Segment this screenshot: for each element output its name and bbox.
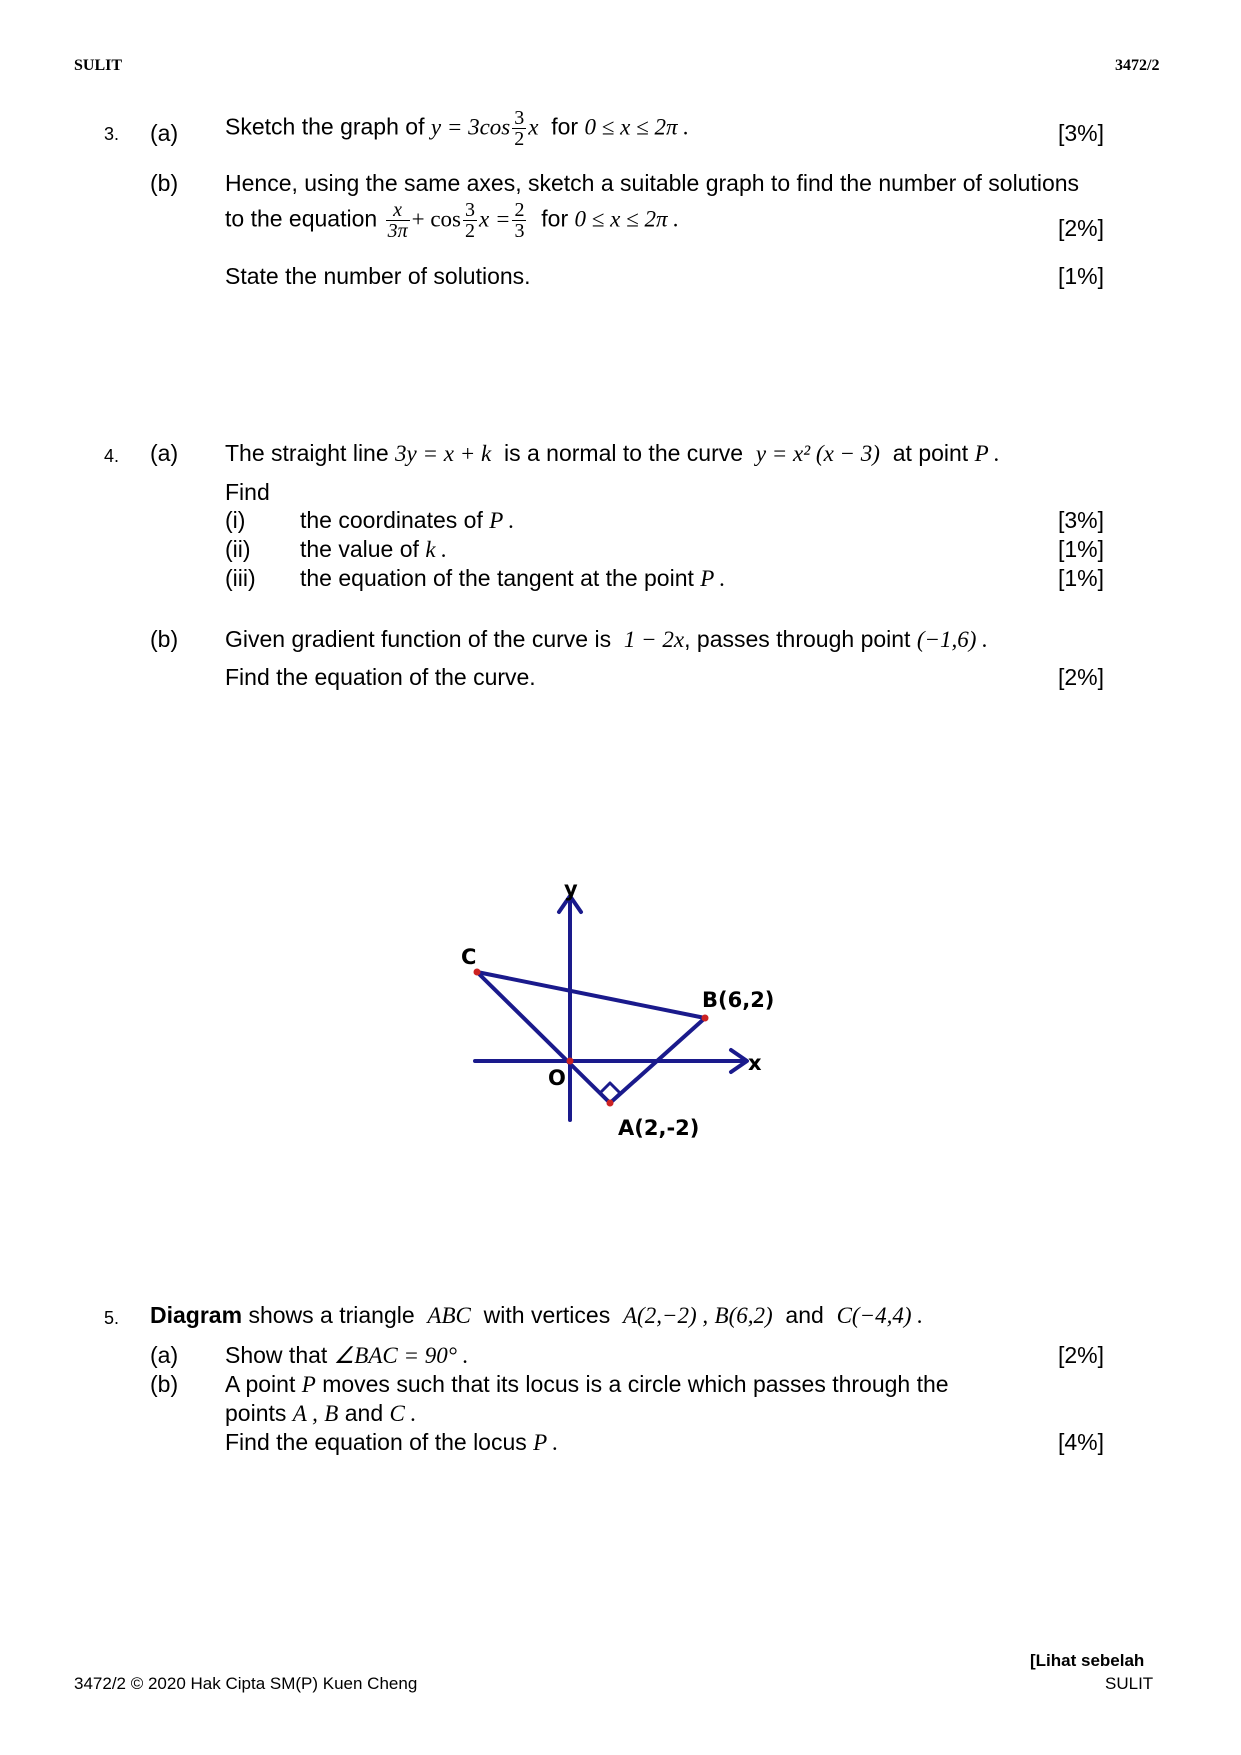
- point-o: [567, 1058, 574, 1065]
- q3b-mark3: [1%]: [1058, 263, 1105, 289]
- q4b-line1: Given gradient function of the curve is 1 − 2x, passes through point (−1,6) .: [225, 626, 988, 652]
- footer-lihat-sebelah: [Lihat sebelah: [1030, 1651, 1145, 1670]
- q5-number: 5.: [104, 1308, 120, 1328]
- q3a-mark: [3%]: [1058, 120, 1105, 146]
- q4b-line2: Find the equation of the curve.: [225, 664, 536, 690]
- q4a-iii-mark: [1%]: [1058, 565, 1105, 591]
- footer-copyright: 3472/2 © 2020 Hak Cipta SM(P) Kuen Cheng: [74, 1674, 418, 1693]
- q5b-line2: points A , B and C .: [225, 1400, 417, 1426]
- header-left: SULIT: [74, 57, 123, 74]
- q5b-line3: Find the equation of the locus P .: [225, 1429, 559, 1455]
- x-axis-label: x: [748, 1051, 762, 1075]
- point-c: [474, 969, 481, 976]
- q5-intro: Diagram shows a triangle ABC with vertices A(2,−2) , B(6,2) and C(−4,4) .: [150, 1302, 924, 1328]
- y-axis-label: y: [564, 877, 578, 901]
- point-c-label: C: [461, 945, 477, 969]
- q4a-i-label: (i): [225, 507, 246, 533]
- q5a-label: (a): [150, 1342, 179, 1368]
- q3a-fraction: $\frac{3}{2}$: [514, 107, 525, 150]
- footer-sulit: SULIT: [1105, 1674, 1154, 1693]
- q5b-mark: [4%]: [1058, 1429, 1105, 1455]
- q4-number: 4.: [104, 446, 120, 466]
- q3b-line3: State the number of solutions.: [225, 263, 531, 289]
- q4a-label: (a): [150, 440, 179, 466]
- q3b-line2: to the equation $\frac{x}{3\pi}$ + cos $\frac{3}{2}$ x = $\frac{2}{3}$ for 0 ≤ x ≤ 2π .: [225, 199, 679, 242]
- q4b-label: (b): [150, 626, 179, 652]
- q4b-mark: [2%]: [1058, 664, 1105, 690]
- q5a-mark: [2%]: [1058, 1342, 1105, 1368]
- q4a-find: Find: [225, 479, 270, 505]
- triangle-diagram: [440, 860, 800, 1150]
- header-right: 3472/2: [1115, 57, 1160, 74]
- q3-number: 3.: [104, 124, 120, 144]
- q4a-ii-label: (ii): [225, 536, 251, 562]
- q5b-label: (b): [150, 1371, 179, 1397]
- q4a-ii-mark: [1%]: [1058, 536, 1105, 562]
- q4a-i-text: the coordinates of P .: [300, 507, 515, 533]
- point-b: [702, 1015, 709, 1022]
- q3b-mark: [2%]: [1058, 215, 1105, 241]
- q4a-i-mark: [3%]: [1058, 507, 1105, 533]
- q5b-line1: A point P moves such that its locus is a circle which passes through the: [225, 1371, 949, 1397]
- q4a-iii-text: the equation of the tangent at the point P .: [300, 565, 726, 591]
- q3a-text: Sketch the graph of y = 3cos $\frac{3}{2}$ x for 0 ≤ x ≤ 2π .: [225, 107, 689, 150]
- origin-label: O: [548, 1066, 566, 1090]
- q3a-label: (a): [150, 120, 179, 146]
- q3a-range: 0 ≤ x ≤ 2π .: [584, 114, 689, 140]
- side-cb: [477, 972, 705, 1018]
- q4a-line1: The straight line 3y = x + k is a normal to the curve y = x² (x − 3) at point P .: [225, 440, 1000, 466]
- q3a-eq-lhs: y = 3cos: [430, 114, 511, 140]
- point-a: [607, 1100, 614, 1107]
- q4a-iii-label: (iii): [225, 565, 256, 591]
- q3b-label: (b): [150, 170, 179, 196]
- q3b-line1: Hence, using the same axes, sketch a suitable graph to find the number of solutions: [225, 170, 1080, 196]
- side-ca: [477, 972, 610, 1103]
- point-a-label: A(2,-2): [618, 1116, 700, 1140]
- point-b-label: B(6,2): [702, 988, 775, 1012]
- q4a-ii-text: the value of k .: [300, 536, 448, 562]
- q5a-text: Show that ∠BAC = 90° .: [225, 1342, 469, 1368]
